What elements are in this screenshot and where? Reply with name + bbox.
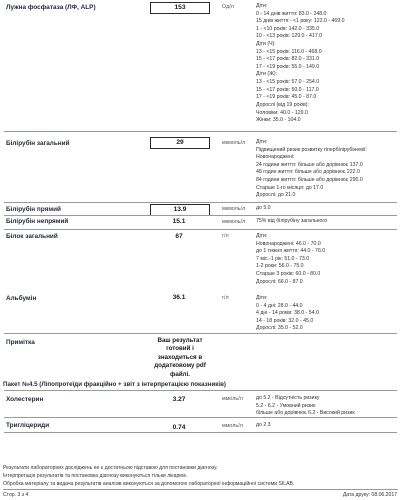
test-value-protein-total: 67 xyxy=(175,233,183,240)
footer-divider xyxy=(3,489,398,490)
text-line: Дорослі: 66.0 - 87.0 xyxy=(256,278,303,285)
text-line: 15 - <17 років: 82.0 - 331.0 xyxy=(256,56,320,63)
text-line: Новонароджені: 46.0 - 70.0 xyxy=(256,240,321,247)
test-name-cholesterol: Холестерин xyxy=(6,396,44,403)
row-divider xyxy=(4,333,397,334)
text-line: 5.2 - 6.2 - Умовний ризик xyxy=(256,402,316,409)
text-line: 4 дні - 14 років: 38.0 - 54.0 xyxy=(256,310,319,317)
test-value-cholesterol: 3.27 xyxy=(172,396,186,403)
test-unit-bilirubin-direct: мкмоль/л xyxy=(222,206,246,212)
test-value-bilirubin-direct: 13.9 xyxy=(150,204,210,216)
text-line: Старше 3 років: 60.0 - 80.0 xyxy=(256,271,321,278)
test-value-alp: 153 xyxy=(150,2,210,14)
text-line: Діти: xyxy=(256,3,268,9)
row-divider xyxy=(4,229,397,230)
test-unit-protein-total: г/л xyxy=(222,233,229,239)
text-line: 0 - 4 дні: 28.0 - 44.0 xyxy=(256,302,303,309)
test-value-triglycerides: 0.74 xyxy=(172,424,186,431)
reference-ranges-triglycerides xyxy=(256,422,271,430)
row-divider xyxy=(4,417,397,418)
test-unit-albumin: г/л xyxy=(222,295,229,301)
test-unit-triglycerides: ммоль/л xyxy=(222,423,243,429)
row-divider xyxy=(4,432,397,433)
reference-ranges-cholesterol xyxy=(256,395,355,418)
text-line: файлі. xyxy=(169,370,191,378)
disclaimer-line-1: Результати лабораторних досліджень не є достатньою підставою для постановки діагнозу. xyxy=(3,465,218,471)
disclaimer-line-2: Інтерпретація результатів та постановка діагнозу виконуються тільки лікарем. xyxy=(3,473,188,479)
test-name-albumin: Альбумін xyxy=(6,295,37,302)
package-section-title: Пакет №4.5 (Ліпопротеїди фракційно + звіт з інтерпретацією показників) xyxy=(3,381,226,388)
test-unit-bilirubin-indirect: мкмоль/л xyxy=(222,219,246,225)
text-line: Діти: xyxy=(256,139,268,145)
reference-ranges-bilirubin-indirect xyxy=(256,218,327,226)
test-name-bilirubin-direct: Білірубін прямий xyxy=(6,206,61,213)
text-line: Ваш результат xyxy=(157,337,203,344)
row-divider xyxy=(4,202,397,203)
text-line: додатковому pdf xyxy=(154,362,206,370)
text-line: 75% від білірубіну загального xyxy=(256,218,328,224)
text-line: 10 - <13 років: 129.0 - 417.0 xyxy=(256,33,323,40)
text-line: Чоловіки: 40.0 - 129.0 xyxy=(256,109,308,116)
test-unit-alp: Од/л xyxy=(222,4,234,10)
text-line: 17 - <19 років: 45.0 - 87.0 xyxy=(256,94,317,101)
row-divider xyxy=(4,131,397,132)
text-line: Дорослі: до 21.0 xyxy=(256,192,296,199)
reference-ranges-albumin xyxy=(256,295,319,333)
text-line: до 5.0 xyxy=(256,205,271,211)
reference-ranges-alp xyxy=(256,3,345,125)
row-divider xyxy=(4,390,397,391)
text-line: готовий і xyxy=(166,345,194,353)
text-line: Жінки: 35.0 - 104.0 xyxy=(256,117,301,124)
text-line: більше або дорівнює 6.2 - Високий ризик xyxy=(256,410,355,417)
text-line: 1-2 роки: 56.0 - 75.0 xyxy=(256,263,304,270)
test-name-bilirubin-indirect: Білірубін непрямий xyxy=(6,218,69,225)
text-line: 7 міс.-1 рік: 51.0 - 73.0 xyxy=(256,255,310,262)
row-divider xyxy=(4,215,397,216)
test-name-protein-total: Білок загальний xyxy=(6,233,58,240)
text-line: 1 - <10 років: 142.0 - 335.0 xyxy=(256,25,320,32)
text-line: 13 - <15 років: 116.0 - 468.0 xyxy=(256,48,322,55)
text-line: 17 - <19 років: 55.0 - 149.0 xyxy=(256,63,320,70)
text-line: Діти: xyxy=(256,233,268,239)
text-line: до 5.2 - Відсутність ризику xyxy=(256,395,320,401)
text-line: Дорослі (від 19 років): xyxy=(256,101,309,108)
text-line: 14 - 18 років: 32.0 - 45.0 xyxy=(256,317,314,324)
page-number: Стор. 3 з 4 xyxy=(3,492,29,498)
test-value-albumin: 36.1 xyxy=(172,294,186,301)
text-line: до 1 тижня життя: 44.0 - 76.0 xyxy=(256,248,326,255)
text-line: 15 - <17 років: 50.0 - 117.0 xyxy=(256,86,319,93)
print-date: Дата друку: 08.06.2017 xyxy=(342,492,397,498)
test-unit-bilirubin-total: мкмоль/л xyxy=(222,140,246,146)
remark-label: Примітка xyxy=(6,339,35,346)
text-line: знаходиться в xyxy=(157,353,203,361)
text-line: 48 годин життя: більше або дорівнює 222.0 xyxy=(256,169,360,176)
test-value-bilirubin-total: 29 xyxy=(150,137,210,149)
text-line: Діти (Ч): xyxy=(256,41,276,48)
reference-ranges-protein-total xyxy=(256,233,325,286)
text-line: до 2.3 xyxy=(256,422,271,428)
text-line: Підвищений ризик розвитку гіпербілірубінемії: xyxy=(256,146,367,153)
test-name-alp: Лужна фосфатаза (ЛФ, ALP) xyxy=(6,4,96,11)
test-value-bilirubin-indirect: 15.1 xyxy=(172,218,186,225)
text-line: 15 днів життя - <1 року: 122.0 - 469.0 xyxy=(256,18,345,25)
remark-note xyxy=(140,337,220,379)
text-line: Діти (Ж): xyxy=(256,71,278,78)
test-name-triglycerides: Тригліцериди xyxy=(6,422,50,429)
disclaimer-line-3: Обробка матеріалу та видача результатів аналізів виконуються за допомогою лабораторної інформаційної системи SILAB. xyxy=(3,481,295,487)
test-unit-cholesterol: ммоль/л xyxy=(222,396,243,402)
reference-ranges-bilirubin-direct xyxy=(256,205,271,213)
text-line: 84 години життя: більше або дорівнює 290.0 xyxy=(256,177,363,184)
text-line: 0 - 14 днів життя: 83.0 - 248.0 xyxy=(256,10,327,17)
text-line: Старше 1-го місяця: до 17.0 xyxy=(256,184,324,191)
reference-ranges-bilirubin-total xyxy=(256,139,367,200)
text-line: 13 - <15 років: 57.0 - 254.0 xyxy=(256,79,320,86)
test-name-bilirubin-total: Білірубін загальний xyxy=(6,140,70,147)
text-line: Новонароджені: xyxy=(256,154,295,161)
text-line: 24 години життя: більше або дорівнює 137.0 xyxy=(256,161,363,168)
text-line: Діти: xyxy=(256,295,268,301)
text-line: Дорослі: 35.0 - 52.0 xyxy=(256,325,303,332)
